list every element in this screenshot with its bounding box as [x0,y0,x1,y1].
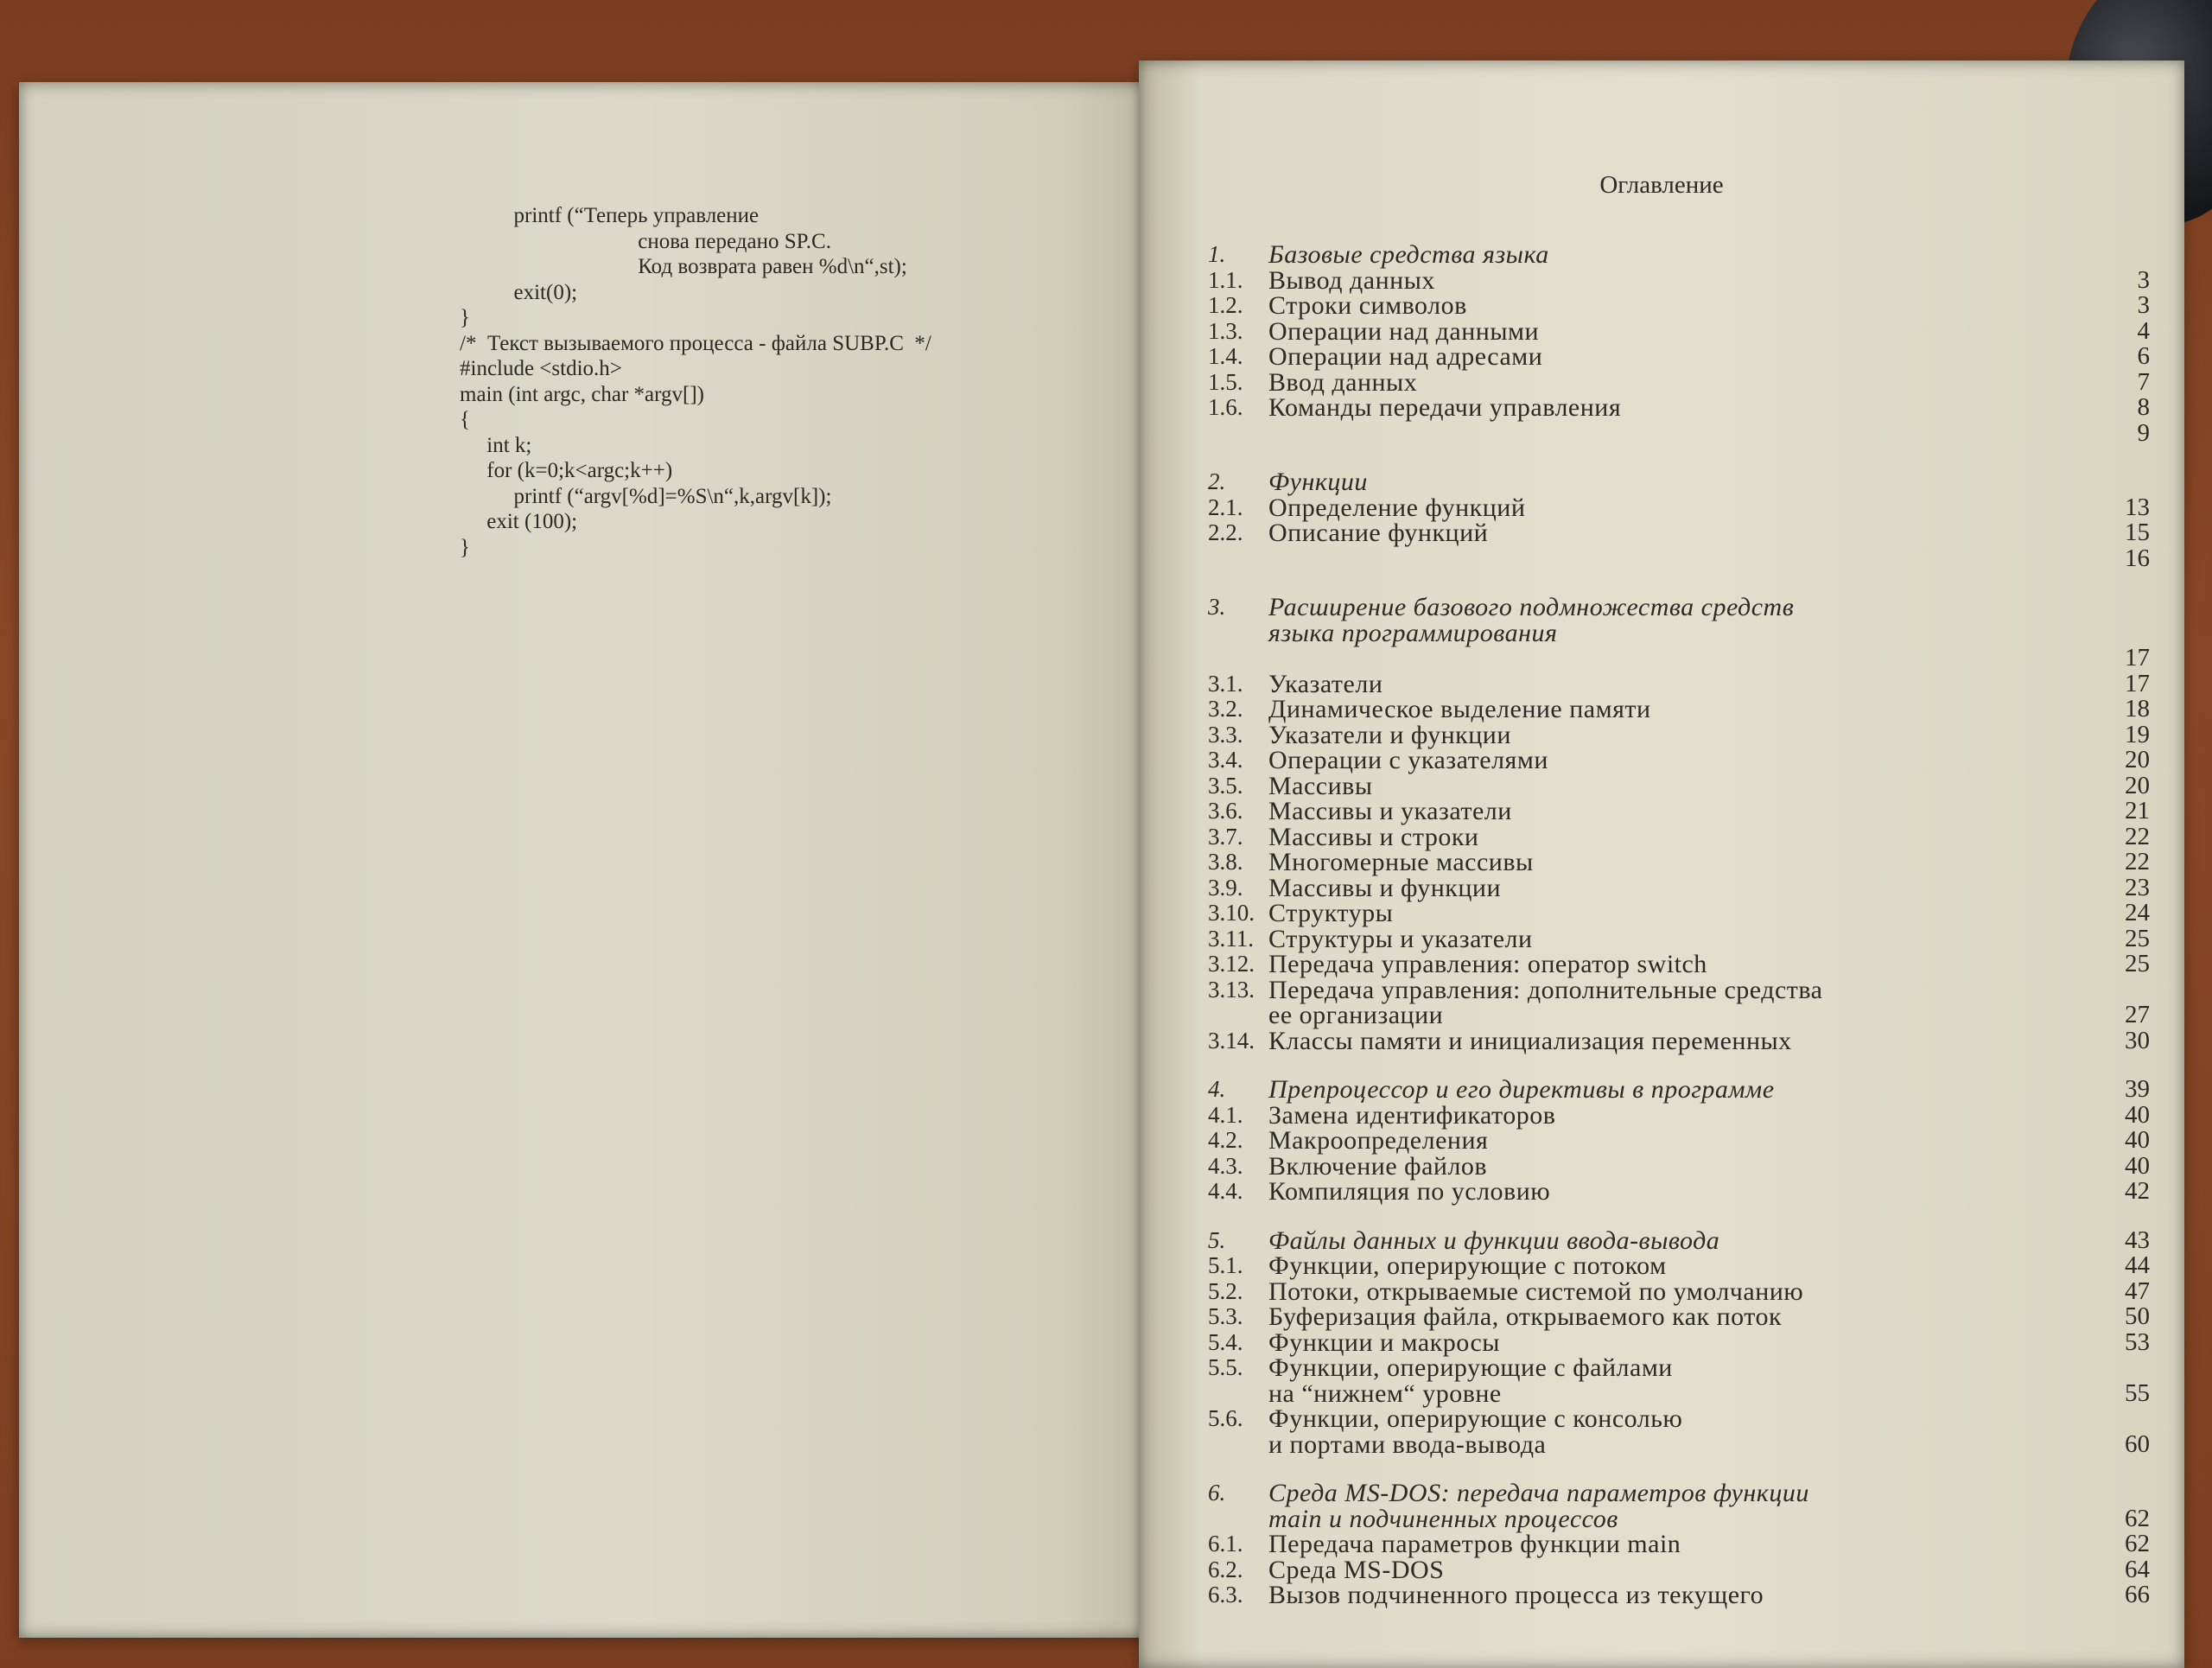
toc-entry-row [1208,265,2150,295]
code-line: main (int argc, char *argv[]) [460,382,704,406]
code-line: exit (100); [460,510,578,533]
toc-entry-row [1208,1582,2150,1608]
toc-entry-page: 47 [2125,1276,2150,1305]
code-line: int k; [460,433,532,457]
toc-entry-title: Описание функций [1268,519,1489,547]
toc-entry-page: 3 [2137,291,2150,319]
toc-chapter-row [1208,1228,2150,1254]
toc-entry-page: 25 [2125,950,2150,977]
toc-entry-title: Структуры [1268,899,1394,927]
toc-entry-number: 2.2. [1208,519,1243,545]
toc-entry-number: 1.5. [1208,368,1243,395]
toc-entry-page: 3 [2137,265,2150,294]
toc-entry-row [1208,875,2150,901]
toc-entry-row [1208,697,2150,723]
toc-entry-page: 55 [2125,1378,2150,1407]
toc-entry-number: 2.1. [1208,493,1243,520]
toc-spacer [1208,571,2150,595]
toc-entry-number: 5.1. [1208,1252,1243,1278]
toc-entry-page: 40 [2125,1151,2150,1180]
toc-entry-row [1208,1179,2150,1205]
toc-entry-number: 3.12. [1208,951,1255,977]
toc-entry-title: Функции, оперирующие с файлами [1268,1353,1673,1382]
toc-entry-title: Передача управления: оператор switch [1268,950,1707,978]
toc-entry-row [1208,367,2150,397]
toc-chapter-row [1208,242,2150,268]
toc-entry-row [1208,1028,2150,1054]
toc-entry-row [1208,293,2150,319]
toc-entry-row [1208,520,2150,546]
toc-spacer [1208,1205,2150,1228]
toc-entry-title: Структуры и указатели [1268,924,1533,953]
toc-entry-row [1208,952,2150,977]
toc-entry-page: 20 [2125,771,2150,799]
code-listing [460,203,1116,560]
toc-entry-title: Передача управления: дополнительные средства [1268,975,1823,1004]
table-of-contents [1208,242,2150,1608]
toc-entry-title: Включение файлов [1268,1151,1488,1181]
toc-entry-row [1208,344,2150,370]
left-page [19,82,1151,1638]
toc-entry-title: Препроцессор и его директивы в программе [1268,1075,1775,1104]
code-line: #include <stdio.h> [460,357,622,380]
toc-entry-title: Среда MS-DOS [1268,1555,1445,1584]
toc-entry-number: 1.2. [1208,292,1243,318]
toc-entry-title: Функции [1268,468,1368,496]
toc-entry-row [1208,1100,2150,1130]
toc-entry-number: 5. [1208,1226,1226,1253]
toc-chapter-row [1208,595,2150,621]
toc-entry-page: 44 [2125,1251,2150,1279]
toc-entry-title: Операции над данными [1268,316,1540,346]
toc-entry-row [1208,546,2150,572]
toc-entry-number: 3.3. [1208,721,1243,748]
toc-entry-row [1208,720,2150,749]
toc-entry-number: 5.6. [1208,1405,1243,1431]
toc-entry-number: 4. [1208,1076,1226,1102]
toc-entry-title: Команды передачи управления [1268,393,1622,422]
toc-entry-title: Определение функций [1268,493,1526,522]
toc-entry-number: 4.4. [1208,1178,1243,1204]
toc-entry-page: 21 [2125,797,2150,824]
toc-entry-title: Массивы и указатели [1268,797,1512,825]
toc-entry-page: 40 [2125,1100,2150,1129]
toc-entry-title: Классы памяти и инициализация переменных [1268,1026,1792,1055]
toc-entry-title: Потоки, открываемые системой по умолчанию [1268,1276,1804,1306]
toc-entry-page: 25 [2125,924,2150,952]
toc-entry-row [1208,495,2150,521]
toc-chapter-row [1208,1506,2150,1532]
toc-entry-page: 15 [2125,519,2150,546]
toc-entry-row [1208,1355,2150,1381]
toc-entry-page: 17 [2125,644,2150,672]
toc-spacer [1208,1457,2150,1480]
toc-entry-row [1208,1406,2150,1432]
toc-entry-title: Массивы [1268,771,1373,800]
toc-entry-title: Базовые средства языка [1268,240,1549,269]
toc-entry-title: Вызов подчиненного процесса из текущего [1268,1581,1764,1609]
toc-chapter-row [1208,1480,2150,1506]
toc-entry-row [1208,977,2150,1003]
toc-entry-number: 1.4. [1208,343,1243,369]
toc-entry-title: Буферизация файла, открываемого как поток [1268,1302,1783,1331]
toc-entry-number: 3.14. [1208,1027,1255,1054]
toc-entry-number: 5.3. [1208,1303,1243,1329]
toc-entry-number: 2. [1208,468,1226,494]
code-line: exit(0); [460,280,578,304]
toc-entry-page: 39 [2125,1075,2150,1103]
toc-entry-row [1208,316,2150,346]
toc-entry-number: 4.1. [1208,1101,1243,1128]
toc-entry-row [1208,926,2150,952]
toc-entry-row [1208,1327,2150,1357]
toc-entry-number: 3.2. [1208,696,1243,722]
toc-entry-row [1208,1429,2150,1459]
toc-entry-title: Макроопределения [1268,1126,1489,1155]
toc-entry-page: 60 [2125,1429,2150,1458]
toc-entry-page: 23 [2125,873,2150,901]
toc-entry-title: Динамическое выделение памяти [1268,695,1651,723]
toc-entry-row [1208,1003,2150,1028]
toc-entry-title: Операции с указателями [1268,746,1548,774]
toc-entry-title: Массивы и функции [1268,873,1502,902]
toc-entry-number: 3.8. [1208,849,1243,875]
toc-entry-title: Расширение базового подмножества средств [1268,593,1795,621]
toc-entry-number: 3.6. [1208,798,1243,824]
toc-chapter-row [1208,1077,2150,1103]
code-line: printf (“argv[%d]=%S\n“,k,argv[k]); [460,484,832,508]
toc-spacer [1208,1054,2150,1077]
toc-entry-number: 1.6. [1208,394,1243,420]
toc-entry-page: 62 [2125,1530,2150,1557]
toc-entry-title: Массивы и строки [1268,822,1479,851]
toc-entry-number: 3.10. [1208,900,1255,926]
toc-entry-title: языка программирования [1268,618,1558,647]
toc-entry-title: ее организации [1268,1001,1444,1029]
toc-entry-page: 13 [2125,493,2150,521]
toc-entry-row [1208,1276,2150,1306]
toc-entry-row [1208,1378,2150,1408]
toc-entry-page: 16 [2125,544,2150,572]
toc-entry-title: Вывод данных [1268,265,1435,295]
toc-entry-row [1208,824,2150,850]
toc-entry-page: 7 [2137,367,2150,396]
toc-entry-number: 1. [1208,241,1226,267]
toc-entry-row [1208,1253,2150,1279]
toc-entry-title: Функции, оперирующие с потоком [1268,1251,1667,1280]
toc-entry-number: 6.2. [1208,1556,1243,1582]
toc-entry-page: 43 [2125,1226,2150,1254]
toc-entry-row [1208,1151,2150,1181]
toc-entry-title: Передача параметров функции main [1268,1530,1681,1558]
toc-title: Оглавление [1599,171,1724,199]
toc-entry-row [1208,748,2150,774]
code-line: for (k=0;k<argc;k++) [460,459,673,482]
toc-entry-row [1208,771,2150,800]
toc-entry-title: Компиляция по условию [1268,1177,1551,1206]
toc-entry-number: 5.4. [1208,1328,1243,1355]
toc-entry-title: на “нижнем“ уровне [1268,1378,1502,1408]
toc-entry-row [1208,669,2150,698]
toc-entry-number: 3.5. [1208,772,1243,799]
toc-entry-page: 50 [2125,1302,2150,1330]
toc-entry-row [1208,1557,2150,1583]
toc-entry-page: 4 [2137,316,2150,345]
toc-entry-row [1208,418,2150,447]
toc-entry-title: Файлы данных и функции ввода-вывода [1268,1226,1720,1255]
code-line: Код возврата равен %d\n“,st); [460,255,907,278]
toc-entry-number: 1.1. [1208,266,1243,293]
toc-entry-title: Указатели и функции [1268,720,1511,749]
toc-entry-number: 4.3. [1208,1152,1243,1179]
toc-entry-title: Ввод данных [1268,367,1418,397]
toc-entry-number: 3.4. [1208,747,1243,773]
code-line: снова передано SP.C. [460,229,831,253]
toc-entry-title: Функции и макросы [1268,1327,1500,1357]
toc-entry-row [1208,1304,2150,1330]
toc-entry-page: 17 [2125,669,2150,697]
toc-entry-title: Многомерные массивы [1268,848,1534,876]
toc-entry-title: и портами ввода-вывода [1268,1429,1547,1459]
toc-entry-page: 62 [2125,1504,2150,1532]
code-line: { [460,408,470,431]
toc-entry-page: 19 [2125,720,2150,748]
toc-entry-number: 3.13. [1208,976,1255,1003]
toc-entry-row [1208,1128,2150,1154]
toc-entry-page: 40 [2125,1126,2150,1154]
toc-chapter-row [1208,469,2150,495]
toc-entry-title: Среда MS-DOS: передача параметров функции [1268,1479,1809,1507]
code-line: } [460,535,470,559]
toc-entry-number: 5.5. [1208,1354,1243,1380]
right-page [1139,60,2184,1668]
toc-entry-title: Указатели [1268,669,1383,698]
toc-entry-page: 27 [2125,1001,2150,1028]
toc-entry-page: 64 [2125,1555,2150,1583]
toc-entry-title: Замена идентификаторов [1268,1100,1556,1130]
toc-entry-page: 9 [2137,418,2150,447]
toc-entry-page: 22 [2125,822,2150,850]
toc-entry-page: 30 [2125,1026,2150,1054]
toc-entry-title: Строки символов [1268,291,1467,320]
toc-entry-number: 3. [1208,594,1226,620]
toc-entry-page: 18 [2125,695,2150,723]
toc-entry-number: 3.7. [1208,823,1243,850]
toc-entry-page: 22 [2125,848,2150,875]
toc-entry-number: 4.2. [1208,1127,1243,1153]
toc-entry-number: 6.3. [1208,1582,1243,1608]
toc-entry-title: Операции над адресами [1268,342,1543,371]
toc-entry-number: 3.11. [1208,925,1254,952]
toc-entry-title: Функции, оперирующие с консолью [1268,1404,1683,1433]
toc-spacer [1208,446,2150,469]
toc-entry-number: 3.1. [1208,670,1243,697]
toc-entry-title: main и подчиненных процессов [1268,1504,1618,1533]
code-line: printf (“Теперь управление [460,204,760,227]
code-line: } [460,306,470,329]
toc-chapter-row [1208,618,2150,647]
toc-entry-page: 8 [2137,393,2150,421]
toc-entry-row [1208,646,2150,672]
toc-entry-row [1208,1531,2150,1557]
toc-entry-number: 1.3. [1208,317,1243,344]
toc-entry-page: 24 [2125,899,2150,926]
toc-entry-number: 3.9. [1208,874,1243,901]
toc-entry-page: 42 [2125,1177,2150,1205]
toc-entry-page: 20 [2125,746,2150,774]
toc-entry-row [1208,850,2150,875]
toc-entry-row [1208,395,2150,421]
toc-entry-page: 66 [2125,1581,2150,1608]
toc-entry-number: 6. [1208,1480,1226,1506]
toc-entry-page: 6 [2137,342,2150,370]
toc-entry-number: 6.1. [1208,1531,1243,1557]
toc-entry-number: 5.2. [1208,1277,1243,1304]
toc-entry-row [1208,901,2150,926]
toc-entry-page: 53 [2125,1327,2150,1356]
code-line: /* Текст вызываемого процесса - файла SUBP.C */ [460,331,931,355]
toc-entry-row [1208,799,2150,824]
